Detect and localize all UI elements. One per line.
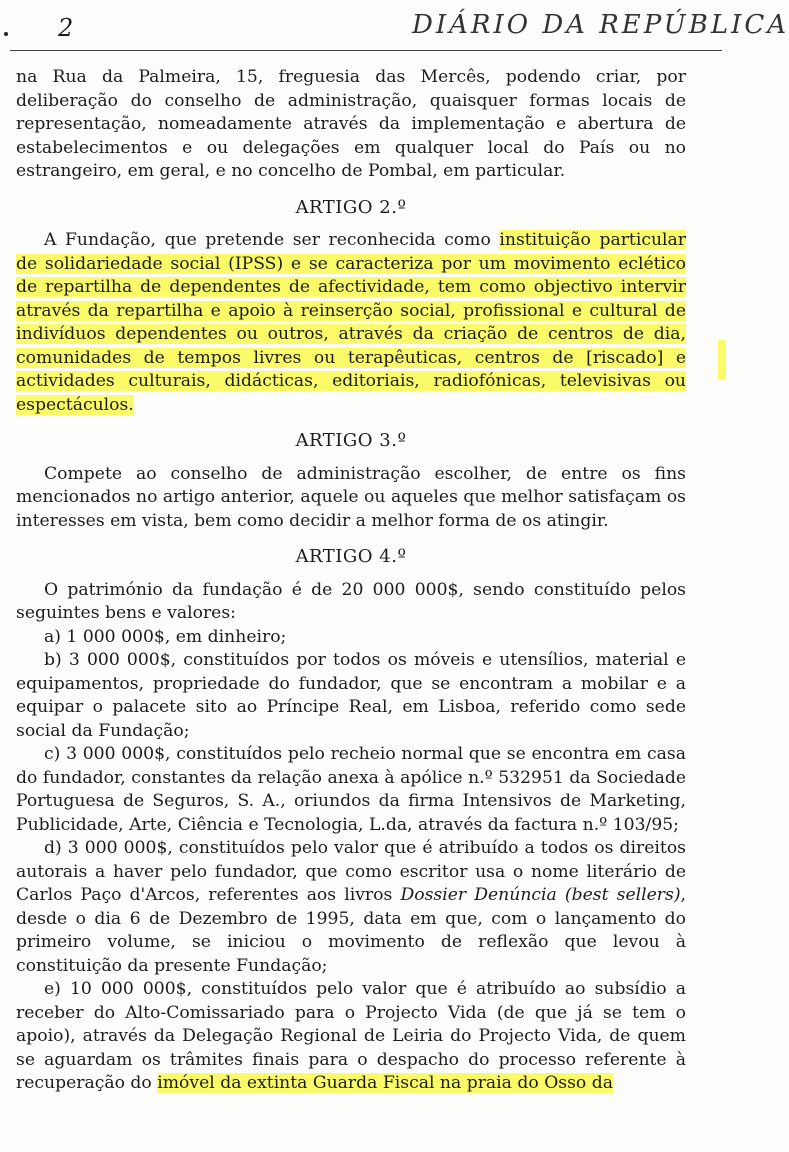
list-item-label: d) (44, 838, 62, 858)
article-4-title: ARTIGO 4.º (295, 546, 407, 567)
list-item-text: 10 000 000$, constituídos pelo valor que é atribuído ao subsídio a receber do Alto-Comissariado para o Projecto Vida (de que já se tem o apoio), através da Delegação Regional de Leiria do Projecto Vida, de quem se aguardam os trâmites finais para o despacho do processo referente à recuperação do (16, 979, 686, 1093)
journal-title: DIÁRIO DA REPÚBLICA (412, 10, 789, 40)
article-2-text-start: A Fundação, que pretende ser reconhecida como (44, 230, 500, 250)
header-rule (10, 50, 722, 51)
article-2-title: ARTIGO 2.º (295, 196, 407, 218)
document-body (16, 66, 686, 1096)
book-title: Dossier Denúncia (best sellers) (400, 885, 681, 905)
page-number: 2 (58, 14, 75, 42)
list-item-text: 3 000 000$, constituídos pelo valor que é atribuído a todos os direitos autorais a haver pelo fundador, que como escritor usa o nome literário de Carlos Paço d'Arcos, referentes aos livros (16, 838, 686, 905)
list-item-text: 3 000 000$, constituídos pelo recheio normal que se encontra em casa do fundador, constantes da relação anexa à apólice n.º 532951 da Sociedade Portuguesa de Seguros, S. A., oriundos da firma Intensivos de Marketing, Publicidade, Arte, Ciência e Tecnologia, L.da, através da factura n.º 103/95; (16, 744, 686, 835)
intro-paragraph: na Rua da Palmeira, 15, freguesia das Mercês, podendo criar, por deliberação do conselho de administração, quaisquer formas locais de representação, nomeadamente através da implementação e abertura de estabelecimentos e ou delegações em qualquer local do País ou no estrangeiro, em geral, e no concelho de Pombal, em particular. (16, 67, 686, 181)
list-item-label: c) (44, 744, 61, 764)
list-item-label: b) (44, 650, 62, 670)
list-item-text-end: , desde o dia 6 de Dezembro de 1995, data em que, com o lançamento do primeiro volume, se iniciou o movimento de reflexão que levou à constituição da presente Fundação; (16, 885, 686, 976)
article-2-highlighted-text: instituição particular de solidariedade social (IPSS) e se caracteriza por um movimento eclético de repartilha de dependentes de afectividade, tem como objectivo intervir através da repartilha e apoio à reinserção social, profissional e cultural de indivíduos dependentes ou outros, através da criação de centros de dia, comunidades de tempos livres ou terapêuticas, centros de [riscado] e actividades culturais, didácticas, editoriais, radiofónicas, televisivas ou espectáculos. (16, 230, 686, 415)
article-2-text (16, 229, 686, 417)
margin-dot (4, 32, 8, 36)
article-3-text: Compete ao conselho de administração escolher, de entre os fins mencionados no artigo anterior, aquele ou aqueles que melhor satisfaçam os interesses em vista, bem como decidir a melhor forma de os atingir. (16, 463, 686, 531)
article-4-intro: O património da fundação é de 20 000 000$, sendo constituído pelos seguintes bens e valores: (16, 579, 686, 623)
article-3-title: ARTIGO 3.º (295, 430, 407, 451)
list-item-label: e) (44, 979, 61, 999)
list-item-highlighted-text: imóvel da extinta Guarda Fiscal na praia do Osso da (157, 1073, 613, 1093)
list-item (16, 978, 686, 1096)
list-item-text: 1 000 000$, em dinheiro; (60, 626, 287, 647)
page-header (0, 0, 789, 60)
list-item (16, 626, 686, 650)
list-item (16, 837, 686, 978)
list-item-text: 3 000 000$, constituídos por todos os móveis e utensílios, material e equipamentos, propriedade do fundador, que se encontram a mobilar e a equipar o palacete sito ao Príncipe Real, em Lisboa, referido como sede social da Fundação; (16, 650, 686, 741)
list-item (16, 743, 686, 837)
list-item-label: a) (44, 626, 61, 647)
margin-highlight-mark (718, 340, 726, 380)
list-item (16, 649, 686, 743)
